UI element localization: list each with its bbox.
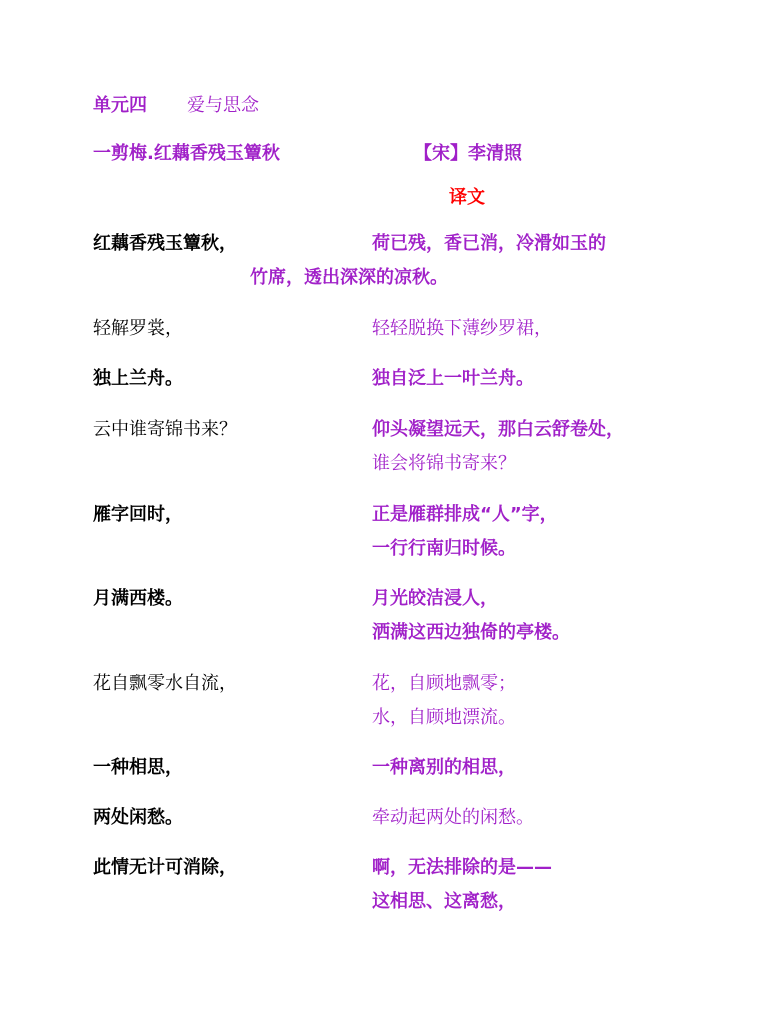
original-line: 一种相思， [93,757,183,778]
unit-subtitle: 爱与思念 [187,95,259,116]
translation-line: 正是雁群排成“人”字， [372,504,558,525]
original-line: 独上兰舟。 [93,368,183,389]
poem-author: 【宋】李清照 [414,143,522,164]
original-line: 月满西楼。 [93,588,183,609]
original-line: 轻解罗裳， [93,318,183,339]
translation-line: 一行行南归时候。 [372,538,516,559]
translation-line: 花，自顾地飘零； [372,673,516,694]
unit-title: 单元四 [93,95,147,116]
translation-line: 独自泛上一叶兰舟。 [372,368,534,389]
original-line: 此情无计可消除， [93,857,237,878]
translation-line: 月光皎洁浸人， [372,588,498,609]
translation-line: 轻轻脱换下薄纱罗裙， [372,318,552,339]
translation-line: 荷已残，香已消，冷滑如玉的 [372,233,606,254]
original-line: 红藕香残玉簟秋， [93,233,237,254]
translation-line: 竹席，透出深深的凉秋。 [250,267,448,288]
translation-line: 这相思、这离愁， [372,891,516,912]
original-line: 两处闲愁。 [93,807,183,828]
original-line: 雁字回时， [93,504,183,525]
translation-line: 水，自顾地漂流。 [372,707,516,728]
poem-title: 一剪梅.红藕香残玉簟秋 [93,143,280,164]
translation-line: 谁会将锦书寄来？ [372,453,516,474]
translation-heading: 译文 [449,187,485,208]
original-line: 云中谁寄锦书来？ [93,419,237,440]
translation-line: 一种离别的相思， [372,757,516,778]
translation-line: 啊，无法排除的是—— [372,857,552,878]
original-line: 花自飘零水自流， [93,673,237,694]
translation-line: 仰头凝望远天，那白云舒卷处， [372,419,624,440]
translation-line: 洒满这西边独倚的亭楼。 [372,622,570,643]
translation-line: 牵动起两处的闲愁。 [372,807,534,828]
